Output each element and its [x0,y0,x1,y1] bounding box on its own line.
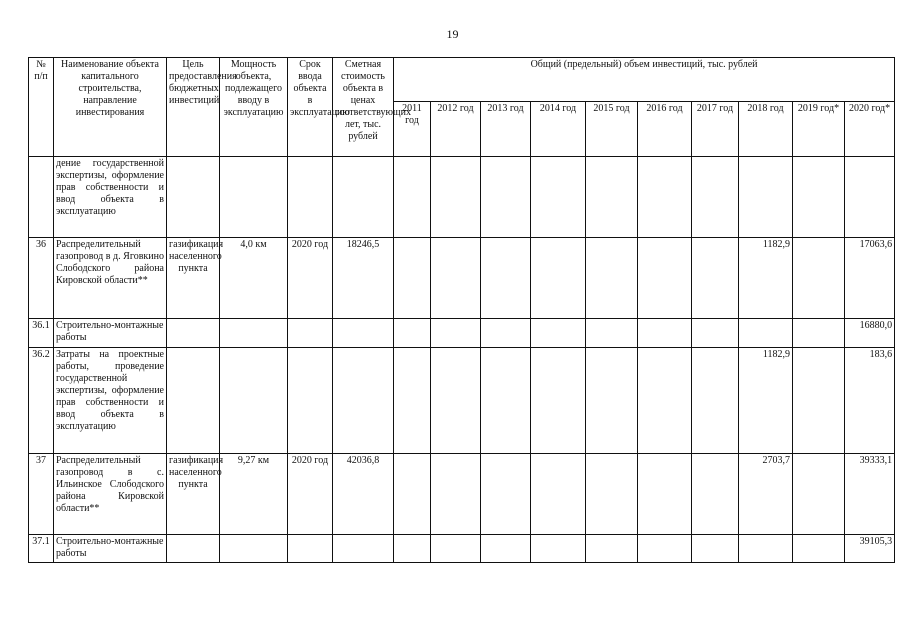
header-year: 2016 год [638,102,692,157]
cell-2018: 1182,9 [739,348,793,454]
cell-2020: 39333,1 [845,454,895,535]
cell-name: Распределительный газопровод в с. Ильинское Слободского района Кировской области** [54,454,167,535]
header-year: 2020 год* [845,102,895,157]
cell-2020 [845,157,895,238]
cell-term [288,348,333,454]
cell-no: 37.1 [29,535,54,563]
cell-term: 2020 год [288,454,333,535]
cell-2020: 183,6 [845,348,895,454]
cell-2020: 16880,0 [845,319,895,348]
header-capacity: Мощность объекта, подлежащего вводу в эксплуатацию [220,58,288,157]
cell-2018 [739,157,793,238]
cell-goal [167,535,220,563]
cell-2018 [739,535,793,563]
cell-capacity [220,319,288,348]
header-year: 2015 год [586,102,638,157]
cell-no: 36.1 [29,319,54,348]
header-name: Наименование объекта капитального строительства, направление инвестирования [54,58,167,157]
cell-goal: газификация населенного пункта [167,238,220,319]
investment-table [28,57,895,563]
cell-name: Строительно-монтажные работы [54,535,167,563]
table-row [29,535,895,563]
cell-goal [167,157,220,238]
header-year: 2018 год [739,102,793,157]
cell-capacity: 9,27 км [220,454,288,535]
header-year: 2013 год [481,102,531,157]
cell-2020: 39105,3 [845,535,895,563]
cell-term: 2020 год [288,238,333,319]
cell-cost [333,319,394,348]
header-year: 2012 год [431,102,481,157]
cell-cost: 42036,8 [333,454,394,535]
cell-name: Распределительный газопровод в д. Яговкино Слободского района Кировской области** [54,238,167,319]
cell-2018 [739,319,793,348]
header-row [29,58,895,102]
cell-2020: 17063,6 [845,238,895,319]
cell-name: дение государственной экспертизы, оформление прав собственности и ввод объекта в эксплуатацию [54,157,167,238]
cell-name: Строительно-монтажные работы [54,319,167,348]
table-row [29,454,895,535]
cell-2018: 2703,7 [739,454,793,535]
cell-term [288,157,333,238]
cell-capacity: 4,0 км [220,238,288,319]
cell-capacity [220,535,288,563]
cell-term [288,319,333,348]
table-row [29,319,895,348]
cell-cost: 18246,5 [333,238,394,319]
cell-cost [333,535,394,563]
header-investments: Общий (предельный) объем инвестиций, тыс. рублей [394,58,895,102]
header-year: 2017 год [692,102,739,157]
cell-goal [167,319,220,348]
cell-no: 36.2 [29,348,54,454]
header-cost: Сметная стоимость объекта в ценах соответствующих лет, тыс. рублей [333,58,394,157]
cell-term [288,535,333,563]
header-term: Срок ввода объекта в эксплуатацию [288,58,333,157]
cell-name: Затраты на проектные работы, проведение государственной экспертизы, оформление прав собственности и ввод объекта в эксплуатацию [54,348,167,454]
header-year: 2011 год [394,102,431,157]
header-year: 2019 год* [793,102,845,157]
cell-goal: газификация населенного пункта [167,454,220,535]
cell-capacity [220,348,288,454]
cell-goal [167,348,220,454]
header-goal: Цель предоставления бюджетных инвестиций [167,58,220,157]
cell-cost [333,348,394,454]
cell-no: 37 [29,454,54,535]
cell-capacity [220,157,288,238]
cell-no: 36 [29,238,54,319]
cell-no [29,157,54,238]
table-row [29,238,895,319]
table-row [29,157,895,238]
table-row [29,348,895,454]
cell-cost [333,157,394,238]
page-number: 19 [446,27,459,41]
header-no: № п/п [29,58,54,157]
header-year: 2014 год [531,102,586,157]
cell-2018: 1182,9 [739,238,793,319]
